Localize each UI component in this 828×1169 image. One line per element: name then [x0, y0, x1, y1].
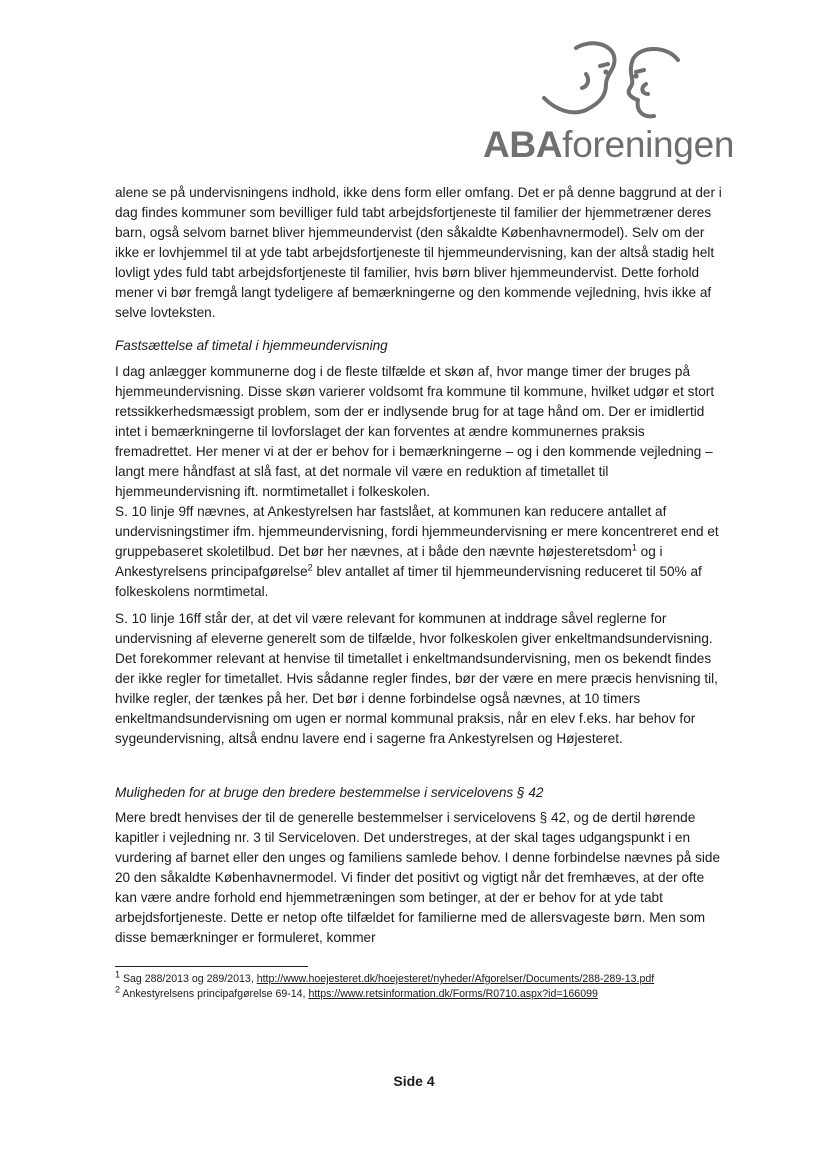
footnote-text: Sag 288/2013 og 289/2013, [122, 973, 257, 985]
paragraph-text: Mere bredt henvises der til de generelle bestemmelser i servicelovens § 42, og de dertil hørende kapitler i vejledning nr. 3 til Serviceloven. Det understreges, at der skal tages udgangspunkt i en vurdering af barnet eller den unges og familiens samlede behov. I denne forbindelse nævnes på side 20 den såkaldte Københavnermodel. Vi finder det positivt og vigtigt når det fremhæves, at der ofte kan være andre forhold end hjemmetræningen som betinger, at der er behov for at yde tabt arbejdsfortjeneste. Dette er netop ofte tilfældet for familierne med de allersvageste børn. Men som disse bemærkninger er formuleret, kommer [115, 810, 721, 945]
section-heading-text: Fastsættelse af timetal i hjemmeundervisning [115, 338, 388, 353]
footnote-number: 1 [115, 969, 121, 980]
logo-wordmark [483, 126, 734, 163]
paragraph-s10-16ff [115, 609, 723, 749]
paragraph-text [115, 502, 723, 602]
paragraph-text: S. 10 linje 16ff står der, at det vil være relevant for kommunen at inddrage såvel reglerne for undervisning af eleverne generelt som de tilfælde, hvor folkeskolen giver enkeltmandsundervisning. Det forekommer relevant at henvise til timetallet i enkeltmandsundervisning, men os bekendt findes der ikke regler for timetallet. Hvis sådanne regler findes, bør der være en mere præcis henvisning til, hvilke regler, der tænkes på her. Det bør i denne forbindelse også nævnes, at 10 timers enkeltmandsundervisning om ugen er normal kommunal praksis, når en elev f.eks. har behov for sygeundervisning, altså endnu lavere end i sagerne fra Ankestyrelsen og Højesteret. [115, 611, 718, 746]
paragraph-text: I dag anlægger kommunerne dog i de fleste tilfælde et skøn af, hvor mange timer der bruges på hjemmeundervisning. Disse skøn varierer voldsomt fra kommune til kommune, hvilket udgør et stort retssikkerhedsmæssigt problem, som der er indlysende brug for at tage hånd om. Der er imidlertid intet i bemærkningerne til lovforslaget der kan forventes at ændre kommunernes praksis fremadrettet. Her mener vi at der er behov for i bemærkningerne – og i den kommende vejledning – langt mere håndfast at slå fast, at det normale vil være en reduktion af timetallet til hjemmeundervisning ift. normtimetallet i folkeskolen. [115, 364, 715, 499]
aba-foreningen-logo [478, 40, 738, 170]
paragraph-intro [115, 183, 723, 323]
footnote-ref-2[interactable]: 2 [307, 562, 313, 573]
paragraph-text: alene se på undervisningens indhold, ikke dens form eller omfang. Det er på denne baggrund at der i dag findes kommuner som bevilliger fuld tabt arbejdsfortjeneste til familier der hjemmetræner deres barn, også selvom barnet bliver hjemmeundervist (den såkaldte Københavnermodel). Selv om der ikke er lovhjemmel til at yde tabt arbejdsfortjeneste til hjemmeundervisning, kan der altså stadig helt lovligt ydes fuld tabt arbejdsfortjeneste til familier, hvis børn bliver hjemmeundervist. Dette forhold mener vi bør fremgå langt tydeligere af bemærkningerne og den kommende vejledning, hvis ikke af selve lovteksten. [115, 185, 722, 320]
footnote-number: 2 [115, 983, 121, 994]
footnote-divider [115, 966, 308, 967]
two-faces-logo-icon [528, 40, 688, 122]
paragraph-segment: og i Ankestyrelsens principafgørelse [115, 544, 663, 579]
paragraph-timetal [115, 362, 723, 502]
footnote-link[interactable]: https://www.retsinformation.dk/Forms/R0710.aspx?id=166099 [308, 987, 598, 1000]
paragraph-segment: blev antallet af timer til hjemmeundervisning reduceret til 50% af folkeskolens normtimetal. [115, 564, 702, 599]
footnote-link[interactable]: http://www.hoejesteret.dk/hoejesteret/nyheder/Afgorelser/Documents/288-289-13.pdf [256, 973, 655, 985]
paragraph-servicelov [115, 808, 723, 948]
page-number: Side 4 [393, 1073, 435, 1089]
section-heading-servicelov [115, 783, 723, 803]
footnote-1 [115, 969, 735, 987]
section-heading-text: Muligheden for at bruge den bredere bestemmelse i servicelovens § 42 [115, 785, 544, 800]
footnote-ref-1[interactable]: 1 [631, 542, 637, 553]
footnote-2 [115, 983, 735, 1002]
footnote-text: Ankestyrelsens principafgørelse 69-14, [122, 987, 309, 1000]
paragraph-s10-9ff [115, 502, 723, 602]
paragraph-segment: S. 10 linje 9ff nævnes, at Ankestyrelsen har fastslået, at kommunen kan reducere antallet af undervisningstimer ifm. hjemmeundervisning, fordi hjemmeundervisning er mere koncentreret end et gruppebaseret skoletilbud. Det bør her nævnes, at i både den nævnte højesteretsdom [115, 504, 719, 559]
footnotes [115, 969, 735, 1001]
section-heading-timetal [115, 336, 723, 356]
logo-bold-text: ABA [483, 124, 563, 165]
logo-rest-text: foreningen [562, 124, 735, 165]
